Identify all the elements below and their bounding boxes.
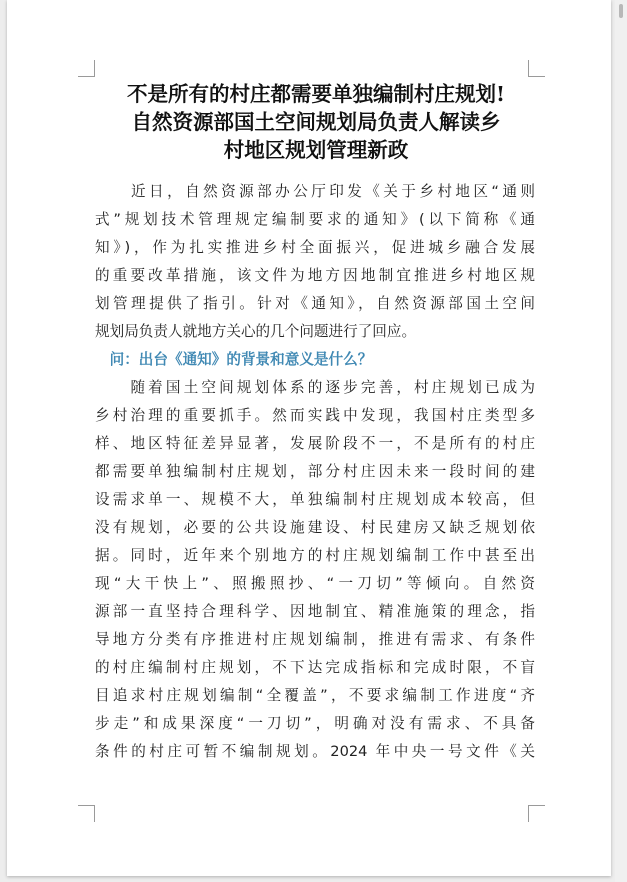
margin-corner-mark-top-left (78, 60, 95, 77)
answer-line: 样、地区特征差异显著，发展阶段不一，不是所有的村庄 (95, 435, 535, 452)
answer-line: 没有规划，必要的公共设施建设、村民建房又缺乏规划依 (95, 519, 535, 536)
scrollbar-thumb[interactable] (619, 4, 623, 18)
question-heading: 问：出台《通知》的背景和意义是什么？ (95, 351, 373, 368)
vertical-scrollbar[interactable] (615, 0, 627, 882)
intro-line: 的重要改革措施，该文件为地方因地制宜推进乡村地区规 (95, 267, 535, 284)
title-line: 村地区规划管理新政 (223, 138, 409, 162)
intro-line: 规划局负责人就地方关心的几个问题进行了回应。 (95, 323, 417, 340)
document-title[interactable] (91, 80, 541, 164)
answer-line: 随着国土空间规划体系的逐步完善，村庄规划已成为 (95, 379, 535, 396)
answer-line: 条件的村庄可暂不编制规划。2024 年中央一号文件《关 (95, 743, 535, 760)
answer-line: 据。同时，近年来个别地方的村庄规划编制工作中甚至出 (95, 547, 535, 564)
intro-line: 知》)，作为扎实推进乡村全面振兴，促进城乡融合发展 (95, 239, 535, 256)
margin-corner-mark-bottom-right (528, 805, 545, 822)
answer-line: 的村庄编制村庄规划，不下达完成指标和完成时限，不盲 (95, 659, 535, 676)
intro-line: 划管理提供了指引。针对《通知》，自然资源部国土空间 (95, 295, 535, 312)
answer-line: 设需求单一、规模不大，单独编制村庄规划成本较高，但 (95, 491, 535, 508)
answer-line: 乡村治理的重要抓手。然而实践中发现，我国村庄类型多 (95, 407, 535, 424)
answer-line: 现“大干快上”、照搬照抄、“一刀切”等倾向。自然资 (95, 575, 535, 592)
margin-corner-mark-top-right (528, 60, 545, 77)
intro-line: 近日，自然资源部办公厅印发《关于乡村地区“通则 (95, 183, 535, 200)
title-line: 不是所有的村庄都需要单独编制村庄规划! (127, 82, 505, 106)
intro-line: 式”规划技术管理规定编制要求的通知》(以下简称《通 (95, 211, 535, 228)
answer-line: 导地方分类有序推进村庄规划编制，推进有需求、有条件 (95, 631, 535, 648)
answer-line: 都需要单独编制村庄规划，部分村庄因未来一段时间的建 (95, 463, 535, 480)
margin-corner-mark-bottom-left (78, 805, 95, 822)
document-body[interactable] (95, 178, 535, 766)
answer-line: 目追求村庄规划编制“全覆盖”，不要求编制工作进度“齐 (95, 687, 535, 704)
title-line: 自然资源部国土空间规划局负责人解读乡 (131, 110, 501, 134)
answer-line: 源部一直坚持合理科学、因地制宜、精准施策的理念，指 (95, 603, 535, 620)
document-page[interactable] (7, 0, 611, 876)
answer-line: 步走”和成果深度“一刀切”，明确对没有需求、不具备 (95, 715, 535, 732)
